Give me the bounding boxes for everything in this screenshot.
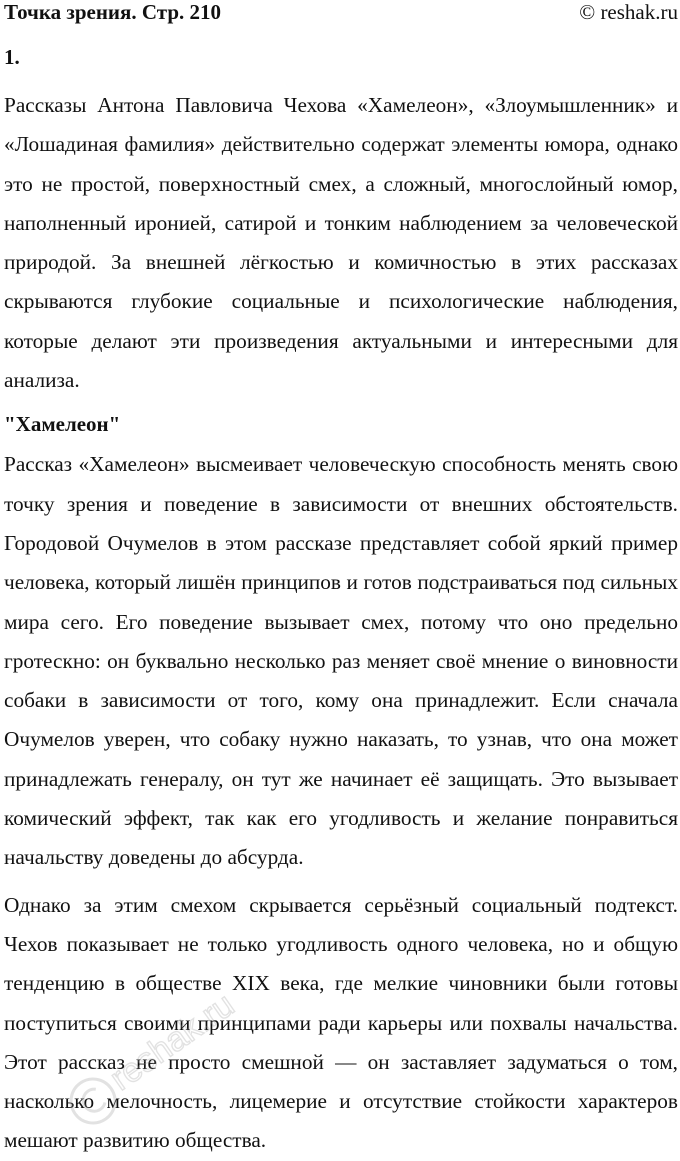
chameleon-paragraph-1: Рассказ «Хамелеон» высмеивает человеческую способность менять свою точку зрения и поведение в зависимости от внешних обстоятельств. Городовой Очумелов в этом рассказе представляет собой яркий пример человека, который лишён принципов и готов подстраиваться под сильных мира сего. Его поведение вызывает смех, потому что оно предельно гротескно: он буквально несколько раз меняет своё мнение о виновности собаки в зависимости от того, кому она принадлежит. Если сначала Очумелов уверен, что собаку нужно наказать, то узнав, что она может принадлежать генералу, он тут же начинает её защищать. Это вызывает комический эффект, так как его угодливость и желание понравиться начальству доведены до абсурда. — [4, 452, 678, 870]
page-title: Точка зрения. Стр. 210 — [4, 0, 222, 24]
task-number: 1. — [4, 45, 20, 69]
page-header — [4, 0, 678, 26]
source-label: © reshak.ru — [579, 0, 678, 24]
document-body — [4, 86, 678, 1161]
chameleon-paragraph-2: Однако за этим смехом скрывается серьёзный социальный подтекст. Чехов показывает не только угодливость одного человека, но и общую тенденцию в обществе XIX века, где мелкие чиновники были готовы поступиться своими принципами ради карьеры или похвалы начальства. Этот рассказ не просто смешной — он заставляет задуматься о том, насколько мелочность, лицемерие и отсутствие стойкости характеров мешают развитию общества. — [4, 892, 678, 1153]
watermark-text: reshak.ru — [103, 985, 242, 1099]
intro-paragraph: Рассказы Антона Павловича Чехова «Хамелеон», «Злоумышленник» и «Лошадиная фамилия» действительно содержат элементы юмора, однако это не простой, поверхностный смех, а сложный, многослойный юмор, наполненный иронией, сатирой и тонким наблюдением за человеческой природой. За внешней лёгкостью и комичностью в этих рассказах скрываются глубокие социальные и психологические наблюдения, которые делают эти произведения актуальными и интересными для анализа. — [4, 93, 678, 393]
section-heading: "Хамелеон" — [4, 412, 121, 437]
